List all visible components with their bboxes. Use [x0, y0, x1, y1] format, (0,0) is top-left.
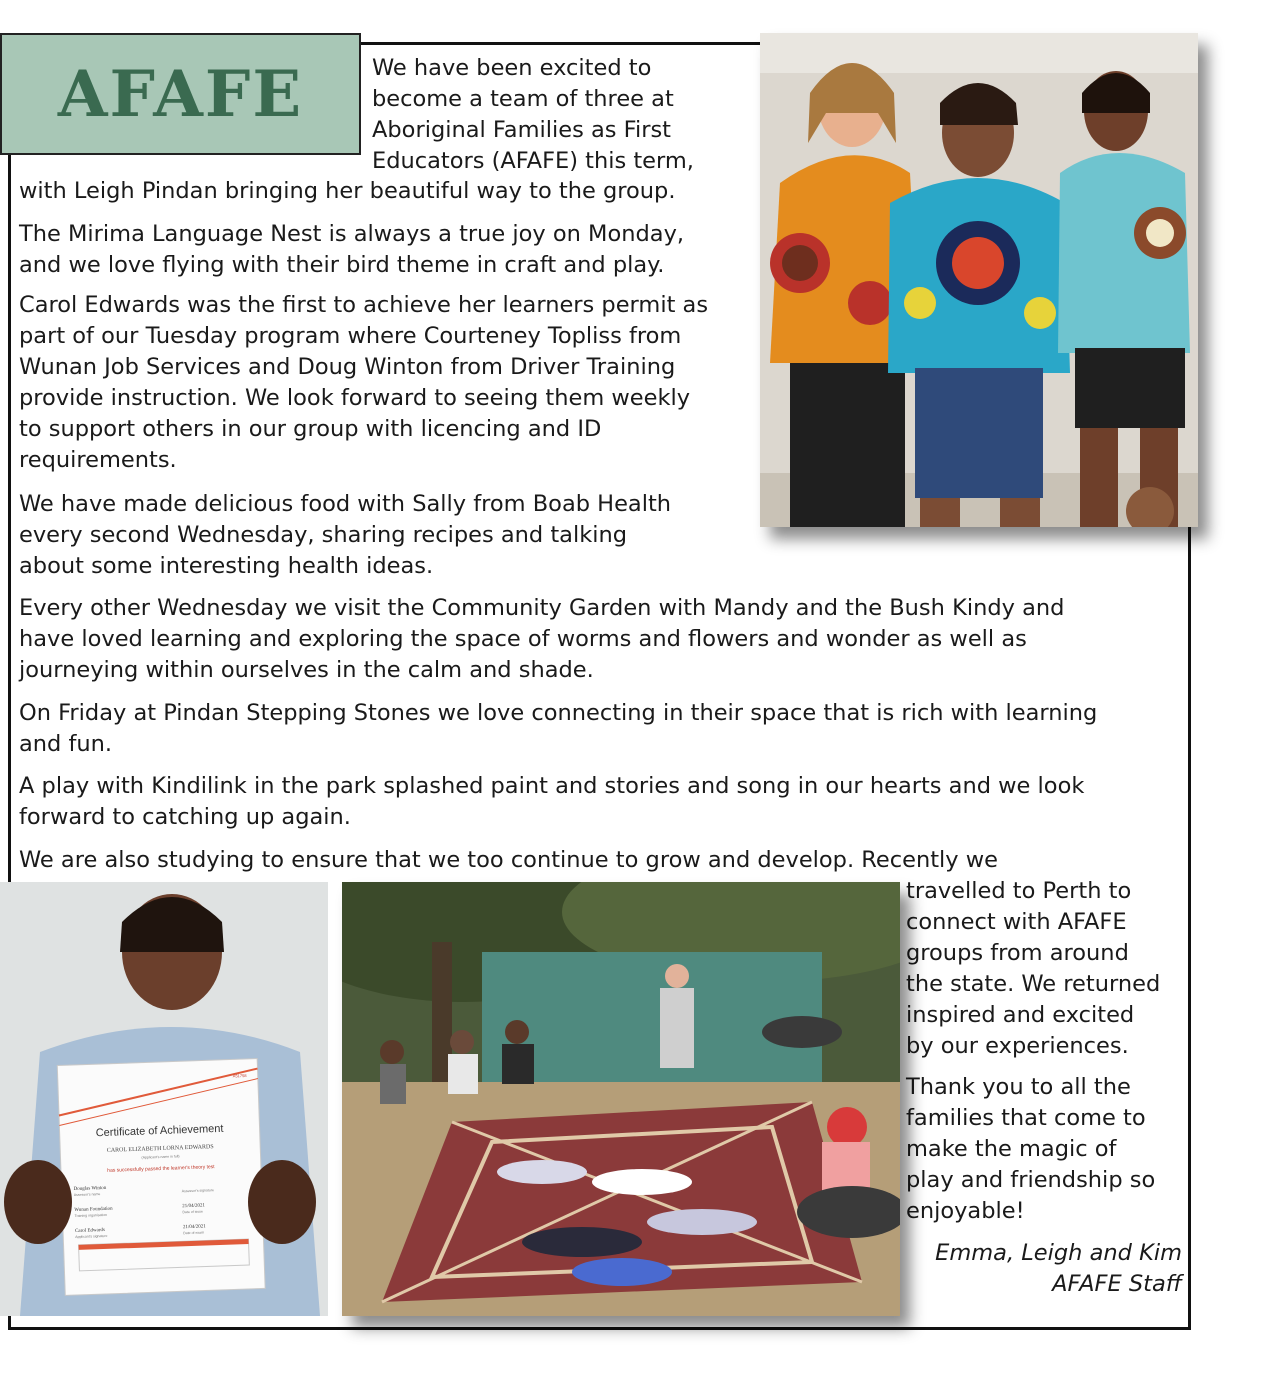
signature-role: AFAFE Staff — [1052, 1271, 1182, 1297]
text-line: We have been excited to — [372, 55, 652, 81]
text-line: Educators (AFAFE) this term, — [372, 148, 694, 174]
text-line: families that come to — [906, 1105, 1146, 1131]
staff-signature — [935, 1238, 1182, 1300]
text-line: Carol Edwards was the first to achieve her learners permit as — [19, 292, 709, 318]
paragraph-studying — [906, 876, 1160, 1062]
text-line: have loved learning and exploring the space of worms and flowers and wonder as well as — [19, 626, 1027, 652]
text-line: groups from around — [906, 940, 1129, 966]
certificate-org: Wunan Foundation — [74, 1206, 113, 1214]
certificate-applicant-sig-caption: Applicant's signature — [75, 1233, 108, 1240]
paragraph-mirima — [19, 219, 684, 281]
text-line: become a team of three at — [372, 86, 674, 112]
certificate-photo-illustration — [0, 882, 328, 1316]
text-line: and we love flying with their bird theme in craft and play. — [19, 252, 665, 278]
text-line: inspired and excited — [906, 1002, 1135, 1028]
text-line: connect with AFAFE — [906, 909, 1127, 935]
certificate-applicant-signature: Carol Edwards — [74, 1227, 106, 1235]
text-line: provide instruction. We look forward to seeing them weekly — [19, 385, 691, 411]
paragraph-intro-tail: with Leigh Pindan bringing her beautiful way to the group. — [19, 178, 676, 204]
paragraph-thank-you — [906, 1072, 1155, 1227]
staff-photo-illustration — [760, 33, 1198, 527]
paragraph-intro — [372, 53, 694, 177]
certificate-org-caption: Training organisation — [74, 1212, 108, 1219]
text-line: Aboriginal Families as First — [372, 117, 671, 143]
text-line: and fun. — [19, 731, 113, 757]
text-line: make the magic of — [906, 1136, 1117, 1162]
paragraph-kindilink — [19, 771, 1084, 833]
frame-bottom-border — [8, 1327, 1191, 1330]
text-line: Wunan Job Services and Doug Winton from Driver Training — [19, 354, 676, 380]
text-line: The Mirima Language Nest is always a true joy on Monday, — [19, 221, 685, 247]
paragraph-boab-health — [19, 489, 671, 582]
park-play-photo — [342, 882, 900, 1316]
certificate-assessor-sig-caption: Assessor's signature — [181, 1188, 214, 1194]
certificate-number: A51758 — [232, 1072, 247, 1079]
text-line: about some interesting health ideas. — [19, 553, 434, 579]
text-line: the state. We returned — [906, 971, 1161, 997]
certificate-passed-text: has successfully passed the learner's theory test — [107, 1164, 215, 1174]
certificate-assessor-caption: Assessor's name — [73, 1192, 101, 1198]
text-line: by our experiences. — [906, 1033, 1129, 1059]
text-line: We have made delicious food with Sally from Boab Health — [19, 491, 672, 517]
text-line: part of our Tuesday program where Courteney Topliss from — [19, 323, 682, 349]
certificate-date-caption: Date of issue — [182, 1209, 203, 1215]
text-line: travelled to Perth to — [906, 878, 1132, 904]
certificate-recipient-caption: (Applicant's name in full) — [141, 1154, 180, 1160]
certificate-date2-caption: Date of exam — [183, 1230, 205, 1236]
certificate-date: 21/04/2021 — [182, 1203, 206, 1210]
text-line: On Friday at Pindan Stepping Stones we love connecting in their space that is rich with learning — [19, 700, 1098, 726]
park-play-photo-illustration — [342, 882, 900, 1316]
title-banner — [0, 33, 361, 155]
frame-right-border — [1188, 525, 1191, 1330]
text-line: play and friendship so — [906, 1167, 1156, 1193]
certificate-recipient: CAROL ELIZABETH LORNA EDWARDS — [106, 1144, 214, 1154]
certificate-date2: 21/04/2021 — [182, 1224, 206, 1231]
paragraph-stepping-stones — [19, 698, 1097, 760]
paragraph-community-garden — [19, 593, 1064, 686]
text-line: journeying within ourselves in the calm and shade. — [19, 657, 594, 683]
signature-names: Emma, Leigh and Kim — [935, 1240, 1182, 1266]
text-line: to support others in our group with licencing and ID — [19, 416, 602, 442]
page-title: AFAFE — [57, 56, 304, 132]
text-line: enjoyable! — [906, 1198, 1025, 1224]
text-line: every second Wednesday, sharing recipes and talking — [19, 522, 628, 548]
paragraph-learners-permit — [19, 290, 708, 476]
certificate-heading: Certificate of Achievement — [95, 1122, 224, 1140]
certificate-assessor: Douglas Winton — [73, 1185, 107, 1193]
staff-photo — [760, 33, 1198, 527]
text-line: requirements. — [19, 447, 177, 473]
text-line: A play with Kindilink in the park splashed paint and stories and song in our hearts and we look — [19, 773, 1085, 799]
certificate-photo — [0, 882, 328, 1316]
text-line: forward to catching up again. — [19, 804, 351, 830]
text-line: Every other Wednesday we visit the Community Garden with Mandy and the Bush Kindy and — [19, 595, 1065, 621]
paragraph-studying-first-line: We are also studying to ensure that we too continue to grow and develop. Recently we — [19, 847, 998, 873]
text-line: Thank you to all the — [906, 1074, 1131, 1100]
